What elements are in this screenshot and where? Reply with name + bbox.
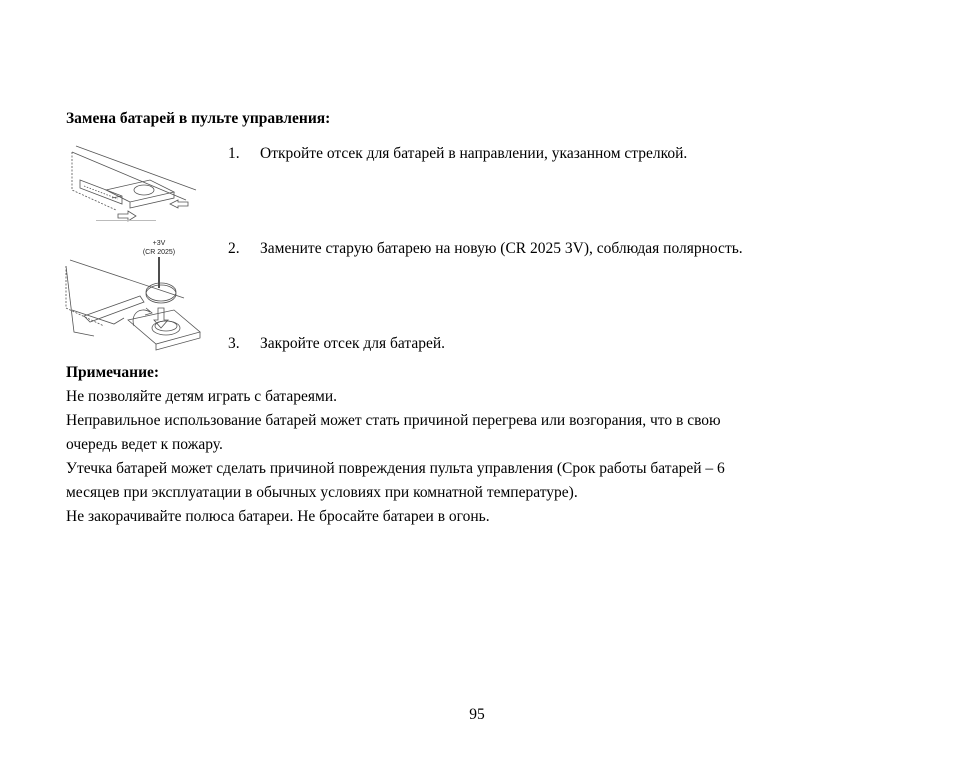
instruction-step-2 (228, 240, 743, 258)
note-title: Примечание: (66, 364, 160, 381)
section-heading: Замена батарей в пульте управления: (66, 110, 331, 127)
step-number: 2. (228, 240, 240, 257)
step-text: Откройте отсек для батарей в направлении, указанном стрелкой. (260, 145, 688, 162)
step-number: 1. (228, 145, 240, 162)
note-line: месяцев при эксплуатации в обычных условиях при комнатной температуре). (66, 484, 578, 501)
remote-open-compartment-illustration (66, 140, 206, 228)
note-line: Неправильное использование батарей может стать причиной перегрева или возгорания, что в свою (66, 412, 721, 429)
step-number: 3. (228, 335, 240, 352)
remote-battery-replacement-illustration (64, 236, 208, 358)
note-line: Не закорачивайте полюса батареи. Не бросайте батареи в огонь. (66, 508, 490, 525)
instruction-step-1 (228, 145, 687, 163)
step-text: Закройте отсек для батарей. (260, 335, 445, 352)
step-text: Замените старую батарею на новую (CR 2025 3V), соблюдая полярность. (260, 240, 743, 257)
battery-model-label: (CR 2025) (142, 249, 176, 256)
battery-voltage-label: +3V (152, 240, 166, 247)
instruction-step-3 (228, 335, 445, 353)
note-line: Не позволяйте детям играть с батареями. (66, 388, 338, 405)
page-number: 95 (469, 706, 485, 723)
note-line: очередь ведет к пожару. (66, 436, 223, 453)
note-line: Утечка батарей может сделать причиной повреждения пульта управления (Срок работы батарей – 6 (66, 460, 725, 477)
